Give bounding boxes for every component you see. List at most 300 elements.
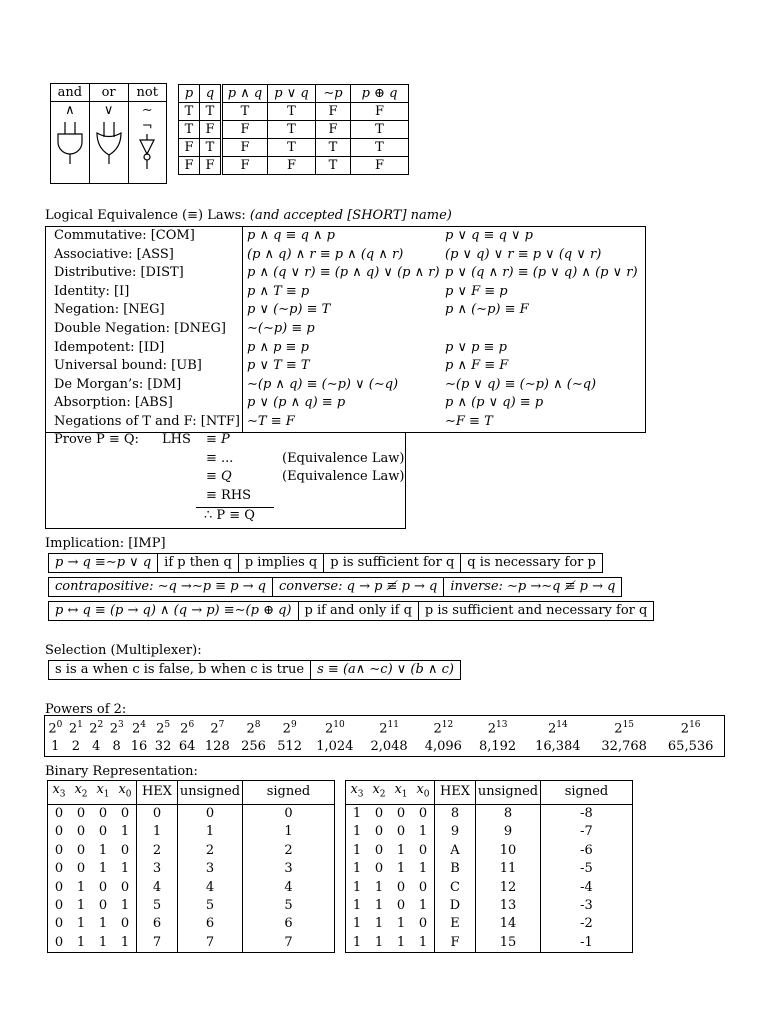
binary-cell: 14 [476,915,541,933]
binary-cell: 0 [137,805,178,824]
law-name: Distributive: [DIST] [46,264,243,283]
table-row [48,860,335,878]
binary-cell: 0 [120,806,130,821]
table-row [48,842,335,860]
truth-header-p: p [179,85,200,103]
binary-cell: 1 [120,824,130,840]
truth-header-and: p ∧ q [222,85,268,103]
law-equivalence: p ∧ q ≡ q ∧ p [247,228,336,243]
selection-heading: Selection (Multiplexer): [45,643,202,658]
binary-cell: -3 [580,898,593,914]
power-exponent: 4 [140,720,146,730]
power-exponent-cell: $2^1$ [68,720,83,737]
binary-cell: 2 [137,842,178,860]
truth-cell: T [316,157,351,175]
table-row [46,413,646,432]
binary-cell: 1 [76,879,86,895]
table-row [46,227,646,246]
law-name: De Morgan’s: [DM] [46,376,243,395]
power-exponent-cell: $2^{11}$ [379,720,399,737]
binary-cell: 1 [137,823,178,841]
binary-heading: Binary Representation: [45,764,198,779]
truth-cell: F [222,157,268,175]
power-exponent: 7 [218,720,225,730]
truth-cell: T [179,103,200,121]
power-exponent-cell: $2^4$ [131,720,146,737]
implication-cell: p → q ≡∼p ∨ q [49,554,158,572]
bit-index: 1 [401,789,408,800]
binary-cell: 0 [76,861,86,877]
power-value: 2 [71,739,80,755]
power-exponent: 6 [188,720,195,730]
binary-cell: 0 [374,806,384,821]
binary-cell: 0 [374,842,384,858]
law-equivalence: ∼(p ∧ q) ≡ (∼p) ∨ (∼q) [247,376,399,392]
binary-header: $x_2$ [368,781,390,805]
table-row [46,301,646,320]
truth-table [178,84,409,175]
proof-line: ≡ Q [206,469,232,484]
table-row [48,781,335,805]
table-row [346,805,633,824]
truth-cell: F [268,157,316,175]
power-exponent: 1 [77,720,83,730]
binary-header: HEX [137,781,178,805]
binary-cell: E [435,915,476,933]
table-row [179,121,409,139]
bit-index: 3 [357,789,364,800]
power-value: 256 [241,739,266,755]
table-row [46,339,646,358]
power-exponent: 16 [689,720,701,730]
power-value: 64 [178,739,196,755]
truth-cell: F [200,121,222,139]
binary-cell: 0 [374,861,384,877]
or-gate-icon [94,120,124,166]
power-exponent: 11 [387,720,399,730]
table-row [45,716,725,739]
selection-formula: s ≡ (a∧ ∼c) ∨ (b ∧ c) [317,662,454,677]
binary-header: $x_1$ [92,781,114,805]
selection-row [48,660,461,680]
binary-cell: 6 [284,916,293,932]
power-exponent-cell: $2^9$ [282,720,297,737]
binary-cell: 1 [98,916,108,932]
binary-cell: 0 [54,879,64,895]
laws-heading [45,208,452,223]
binary-cell: 15 [476,934,541,953]
binary-cell: 1 [98,861,108,877]
law-equivalence: p ∧ (p ∨ q) ≡ p [445,395,544,411]
truth-cell: F [222,139,268,157]
table-row [48,897,335,915]
truth-cell: F [179,139,200,157]
binary-cell: 1 [418,934,428,950]
binary-cell: 5 [178,897,243,915]
binary-cell: 0 [98,824,108,840]
binary-cell: 1 [418,861,428,877]
binary-cell: 0 [120,879,130,895]
law-equivalence: p ∨ T ≡ T [247,358,310,374]
law-equivalence: (p ∧ q) ∧ r ≡ p ∧ (q ∧ r) [247,246,404,262]
binary-header: unsigned [178,781,243,805]
truth-header-or: p ∨ q [268,85,316,103]
binary-cell: 2 [178,842,243,860]
selection-description: s is a when c is false, b when c is true [49,661,311,679]
binary-cell: 0 [54,898,64,914]
proof-template [45,432,406,529]
power-exponent: 14 [556,720,568,730]
binary-cell: 1 [374,898,384,914]
binary-cell: 1 [418,824,428,840]
binary-cell: 1 [396,861,406,877]
law-name: Commutative: [COM] [46,227,243,246]
binary-cell: 1 [396,934,406,950]
law-equivalence: p ∨ (p ∧ q) ≡ p [247,395,346,411]
laws-heading-text: Logical Equivalence (≡) Laws: [45,208,250,223]
binary-cell: 1 [76,916,86,932]
table-row [346,879,633,897]
truth-cell: F [351,157,409,175]
binary-cell: 6 [178,915,243,933]
power-exponent-cell: $2^5$ [156,720,171,737]
and-symbol: ∧ [65,103,75,118]
not-symbol: ∼ [141,103,153,118]
binary-header: unsigned [476,781,541,805]
truth-cell: F [179,157,200,175]
law-name: Negations of T and F: [NTF] [46,413,243,432]
table-row [48,915,335,933]
table-row [48,879,335,897]
powers-of-two-table [44,715,725,757]
truth-cell: T [268,139,316,157]
binary-cell: -2 [580,916,593,932]
binary-cell: 1 [352,861,362,877]
binary-cell: 0 [418,806,428,821]
law-equivalence: p ∨ (∼p) ≡ T [247,302,331,318]
laws-heading-note: (and accepted [SHORT] name) [249,208,452,223]
binary-cell: 1 [352,824,362,840]
power-value: 2,048 [370,739,408,755]
truth-header-xor: p ⊕ q [351,85,409,103]
power-exponent: 2 [97,720,104,730]
binary-cell: 0 [396,879,406,895]
law-name: Identity: [I] [46,283,243,302]
binary-cell: 1 [76,934,86,950]
binary-header: $x_0$ [412,781,435,805]
binary-cell: 6 [137,915,178,933]
law-equivalence: p ∨ (q ∧ r) ≡ (p ∨ q) ∧ (p ∨ r) [445,265,638,281]
law-name: Double Negation: [DNEG] [46,320,243,339]
binary-cell: 5 [137,897,178,915]
power-exponent-cell: $2^8$ [246,720,261,737]
binary-cell: 1 [352,934,362,950]
inverse-cell: inverse: ∼p →∼q ≢ p → q [450,579,616,594]
binary-header: $x_3$ [346,781,369,805]
table-row [46,246,646,265]
law-equivalence: p ∨ p ≡ p [445,339,507,355]
lhs-label: LHS [162,432,191,447]
truth-cell: T [222,103,268,121]
truth-header-not: ∼p [316,85,351,103]
power-value: 8 [112,739,121,755]
binary-cell: 0 [374,824,384,840]
table-row [46,264,646,283]
binary-cell: 7 [178,934,243,953]
binary-cell: 0 [54,934,64,950]
law-equivalence: p ∨ F ≡ p [445,283,508,299]
binary-cell: 4 [284,879,293,895]
binary-cell: 1 [120,898,130,914]
binary-cell: 0 [54,806,64,821]
binary-cell: F [435,934,476,953]
binary-header: $x_1$ [390,781,412,805]
binary-cell: 0 [98,806,108,821]
not-symbol-alt: ¬ [141,119,153,134]
truth-cell: T [200,139,222,157]
implication-cell: p implies q [239,554,324,572]
biconditional-cell: p ↔ q ≡ (p → q) ∧ (q → p) ≡∼(p ⊕ q) [49,602,299,620]
power-value: 8,192 [478,739,517,755]
table-row [346,934,633,953]
binary-cell: 0 [120,916,130,932]
law-name: Idempotent: [ID] [46,339,243,358]
binary-cell: 4 [137,879,178,897]
binary-cell: 0 [76,824,86,840]
binary-cell: 8 [435,805,476,824]
binary-cell: 0 [76,806,86,821]
law-equivalence: ∼(∼p) ≡ p [247,320,315,336]
binary-cell: 13 [476,897,541,915]
bit-index: 1 [103,789,110,800]
table-row [346,781,633,805]
binary-table-left [47,780,335,953]
binary-cell: 1 [352,879,362,895]
table-row [179,139,409,157]
power-value: 16 [130,739,148,755]
binary-cell: 9 [476,823,541,841]
power-exponent: 5 [164,720,171,730]
binary-cell: -4 [580,879,593,895]
truth-cell: T [351,121,409,139]
implication-row-1 [48,553,603,573]
binary-cell: 10 [476,842,541,860]
power-value: 32 [154,739,172,755]
prove-label: Prove P ≡ Q: [54,432,139,447]
power-value: 1 [51,739,60,755]
and-gate-icon [55,120,85,166]
binary-cell: 1 [352,842,362,858]
binary-cell: 3 [284,861,293,877]
power-exponent-cell: $2^7$ [210,720,225,737]
truth-cell: T [316,139,351,157]
bit-index: 2 [81,789,88,800]
binary-cell: 2 [284,842,293,858]
truth-cell: F [316,103,351,121]
truth-cell: T [268,103,316,121]
power-exponent-cell: $2^{10}$ [325,720,345,737]
power-exponent: 13 [495,720,508,730]
binary-cell: 1 [418,898,428,914]
power-exponent-cell: $2^3$ [109,720,124,737]
binary-cell: 7 [137,934,178,953]
power-value: 4,096 [424,739,462,755]
table-row [48,823,335,841]
truth-cell: T [351,139,409,157]
binary-cell: C [435,879,476,897]
power-exponent: 3 [117,720,124,730]
binary-cell: 1 [352,898,362,914]
table-row [46,357,646,376]
law-equivalence: p ∨ q ≡ q ∨ p [445,228,534,243]
table-row [48,805,335,824]
binary-cell: 1 [396,842,406,858]
binary-header: signed [541,781,633,805]
law-name: Absorption: [ABS] [46,394,243,413]
implication-cell: p is sufficient for q [324,554,461,572]
table-row [48,934,335,953]
power-exponent-cell: $2^{15}$ [614,720,635,737]
binary-cell: 0 [120,842,130,858]
binary-cell: 1 [98,842,108,858]
implication-heading: Implication: [IMP] [45,536,166,551]
bit-index: 2 [379,789,386,800]
bit-index: 0 [125,789,132,800]
binary-cell: 1 [178,823,243,841]
power-exponent-cell: $2^{16}$ [680,720,701,737]
law-equivalence [441,320,646,339]
proof-note: (Equivalence Law) [282,451,405,466]
binary-cell: -5 [580,861,593,877]
table-row [346,915,633,933]
binary-header: signed [243,781,335,805]
biconditional-cell: p is sufficient and necessary for q [424,603,648,618]
binary-cell: 1 [352,916,362,932]
binary-header: $x_2$ [70,781,92,805]
logic-gates-table [50,83,167,184]
binary-cell: 1 [120,861,130,877]
law-equivalence: p ∧ F ≡ F [445,358,509,374]
law-equivalence: p ∧ T ≡ p [247,283,310,299]
truth-cell: T [200,103,222,121]
proof-line: ≡ RHS [206,488,252,503]
power-exponent: 12 [441,720,454,730]
law-equivalence: ∼(p ∨ q) ≡ (∼p) ∧ (∼q) [445,376,597,392]
binary-cell: 0 [98,898,108,914]
binary-cell: 0 [54,842,64,858]
binary-cell: 0 [54,824,64,840]
binary-cell: 0 [418,916,428,932]
binary-cell: 12 [476,879,541,897]
table-row [179,157,409,175]
binary-header: $x_0$ [114,781,137,805]
binary-table-right [345,780,633,953]
power-value: 4 [92,739,101,755]
binary-cell: 1 [284,824,293,840]
power-value: 128 [204,739,230,755]
binary-cell: 3 [178,860,243,878]
truth-header-q: q [200,85,222,103]
law-equivalence: p ∧ p ≡ p [247,339,309,355]
binary-cell: 3 [137,860,178,878]
binary-cell: 0 [54,861,64,877]
binary-cell: 0 [284,806,293,821]
table-row [46,320,646,339]
binary-header: HEX [435,781,476,805]
binary-cell: 1 [374,916,384,932]
power-value: 512 [277,739,303,755]
law-equivalence: ∼F ≡ T [445,413,493,429]
binary-cell: A [435,842,476,860]
binary-cell: D [435,897,476,915]
power-value: 16,384 [535,739,581,755]
binary-cell: 0 [396,824,406,840]
power-exponent-cell: $2^0$ [48,720,63,737]
truth-cell: F [351,103,409,121]
implication-cell: if p then q [158,554,239,572]
power-value: 32,768 [601,739,647,755]
binary-cell: -7 [580,824,593,840]
converse-cell: converse: q → p ≢ p → q [273,578,444,596]
proof-note: (Equivalence Law) [282,469,405,484]
table-row [179,103,409,121]
binary-header: $x_3$ [48,781,71,805]
power-exponent: 9 [290,720,297,730]
truth-cell: T [268,121,316,139]
binary-cell: 0 [418,879,428,895]
or-symbol: ∨ [103,103,114,118]
power-exponent-cell: $2^{12}$ [433,720,454,737]
binary-cell: 0 [76,842,86,858]
law-equivalence: (p ∨ q) ∨ r ≡ p ∨ (q ∨ r) [445,246,602,262]
powers-heading: Powers of 2: [45,702,127,717]
law-equivalence: ∼T ≡ F [247,413,295,429]
power-exponent-cell: $2^6$ [180,720,195,737]
binary-cell: 1 [98,934,108,950]
binary-cell: -8 [580,806,593,821]
gate-header-not: not [128,84,167,102]
binary-cell: 0 [396,806,406,821]
binary-cell: 1 [374,934,384,950]
power-exponent: 8 [254,720,261,730]
implication-cell: q is necessary for p [467,555,596,570]
proof-conclusion: ∴ P ≡ Q [196,507,274,523]
binary-cell: 11 [476,860,541,878]
not-gate-icon [137,134,157,170]
binary-cell: 1 [374,879,384,895]
law-name: Associative: [ASS] [46,246,243,265]
gate-header-and: and [51,84,90,102]
power-value: 65,536 [667,739,714,755]
power-exponent-cell: $2^2$ [89,720,104,737]
binary-cell: 0 [418,842,428,858]
power-exponent: 10 [333,720,345,730]
binary-cell: 0 [98,879,108,895]
truth-cell: F [222,121,268,139]
bit-index: 3 [59,789,66,800]
binary-cell: 1 [120,934,130,950]
biconditional-cell: p if and only if q [299,602,419,620]
table-row [346,823,633,841]
table-row [46,283,646,302]
power-exponent-cell: $2^{14}$ [547,720,568,737]
proof-line: ≡ P [206,432,230,447]
power-exponent: 15 [622,720,635,730]
binary-cell: 4 [178,879,243,897]
table-row [45,738,725,757]
equivalence-laws-table [45,226,646,433]
power-value: 1,024 [316,739,354,755]
